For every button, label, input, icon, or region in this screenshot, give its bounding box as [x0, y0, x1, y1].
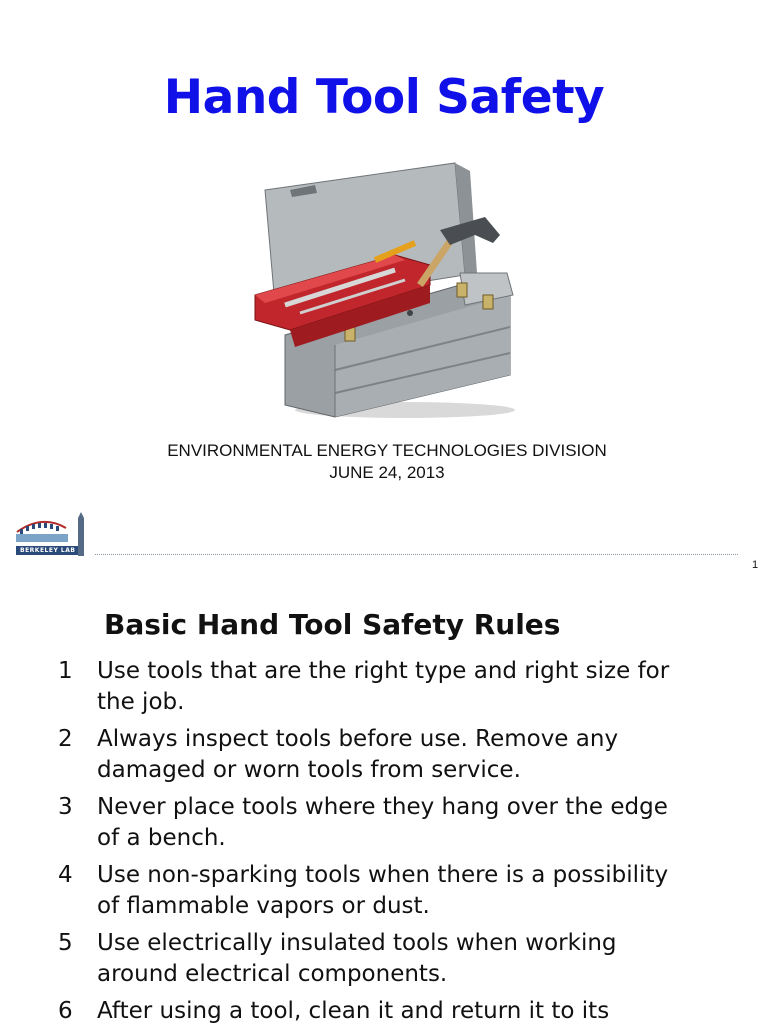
rule-number: 4: [58, 862, 73, 888]
rule-text: Use tools that are the right type and right size for the job.: [97, 658, 670, 715]
list-item: [0, 860, 768, 922]
rule-number: 6: [58, 998, 73, 1024]
division-name: ENVIRONMENTAL ENERGY TECHNOLOGIES DIVISION: [167, 441, 607, 460]
slide-title: Hand Tool Safety: [163, 70, 605, 125]
rule-number: 1: [58, 658, 73, 684]
rule-number: 3: [58, 794, 73, 820]
list-item: [0, 656, 768, 718]
rule-number: 2: [58, 726, 73, 752]
list-item: [0, 724, 768, 786]
list-item: [0, 792, 768, 854]
rules-list: [0, 656, 768, 1033]
rule-text: Use non-sparking tools when there is a possibility of flammable vapors or dust.: [97, 862, 669, 919]
footer-divider: [95, 554, 738, 555]
division-info: [0, 440, 768, 484]
page-number: 1: [752, 559, 759, 571]
rule-text: After using a tool, clean it and return it to its: [97, 998, 610, 1024]
rule-number: 5: [58, 930, 73, 956]
list-item: [0, 928, 768, 990]
toolbox-image: [245, 155, 520, 420]
rule-text: Always inspect tools before use. Remove any damaged or worn tools from service.: [97, 726, 619, 783]
berkeley-lab-logo: [14, 510, 94, 560]
list-item: [0, 996, 768, 1027]
rule-text: Use electrically insulated tools when working around electrical components.: [97, 930, 617, 987]
rules-heading: Basic Hand Tool Safety Rules: [104, 608, 561, 641]
logo-text: BERKELEY LAB: [20, 547, 76, 554]
presentation-date: JUNE 24, 2013: [329, 463, 445, 482]
rule-text: Never place tools where they hang over the edge of a bench.: [97, 794, 668, 851]
